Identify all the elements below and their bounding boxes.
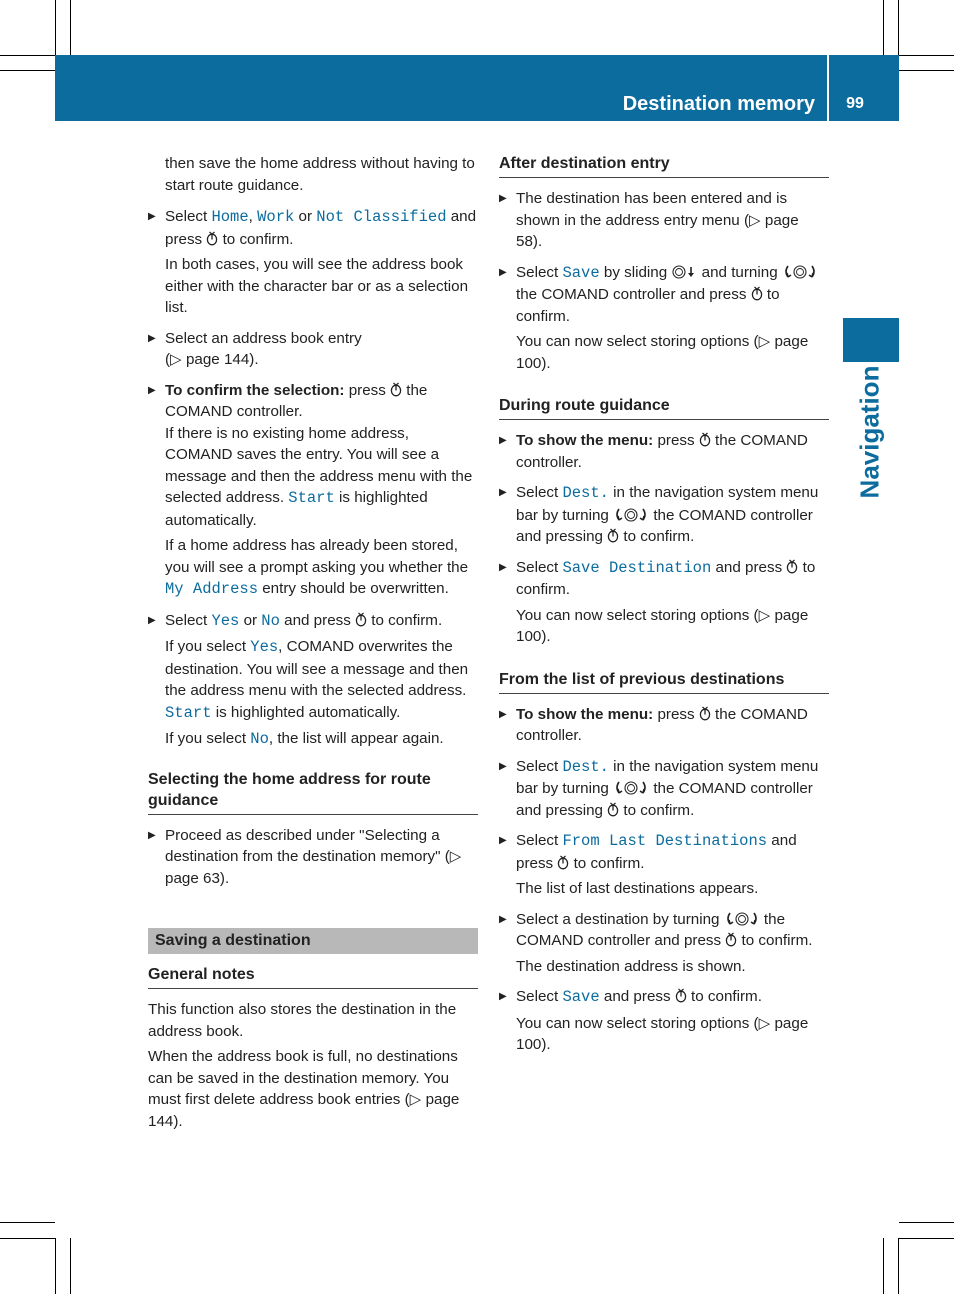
step-text: Proceed as described under "Selecting a destination from the destination memory" (▷ page 63). — [165, 826, 462, 887]
turn-controller-icon — [613, 780, 649, 795]
step-text: Select Yes or No and press to confirm. — [165, 611, 443, 630]
section-banner: Saving a destination — [148, 928, 478, 954]
step-text: If a home address has already been stored, you will see a prompt asking you whether the My Address entry should be overwritten. — [165, 537, 469, 598]
triangle-right-icon: ▶ — [499, 991, 507, 1002]
instruction-step — [499, 557, 829, 648]
step-text: Select Save and press to confirm. — [516, 988, 762, 1006]
step-text: You can now select storing options (▷ page 100). — [516, 1014, 809, 1053]
section-heading: During route guidance — [499, 395, 829, 420]
crop-mark — [883, 0, 884, 55]
menu-item-dest: Dest. — [562, 484, 609, 502]
triangle-right-icon: ▶ — [148, 614, 156, 626]
instruction-step — [499, 430, 829, 473]
step-text: To confirm the selection: press the COMAND controller. If there is no existing home address, COMAND saves the entry. You will see a message and then the address menu with the selected address. Start is highlighted automatically. — [165, 381, 473, 529]
instruction-step — [499, 482, 829, 548]
step-text: You can now select storing options (▷ page 100). — [516, 333, 809, 372]
left-column — [148, 153, 478, 1136]
triangle-right-icon: ▶ — [499, 708, 507, 720]
step-text: Select an address book entry (▷ page 144). — [165, 329, 362, 368]
crop-mark — [899, 55, 954, 56]
press-controller-icon — [699, 706, 711, 721]
crop-mark — [899, 1222, 954, 1223]
instruction-step — [499, 756, 829, 822]
menu-item-from-last-destinations: From Last Destinations — [562, 832, 768, 850]
step-text: You can now select storing options (▷ page 100). — [516, 606, 809, 645]
instruction-step — [148, 610, 478, 751]
triangle-right-icon: ▶ — [499, 835, 507, 846]
press-controller-icon — [607, 802, 619, 817]
step-text: Select Dest. in the navigation system menu bar by turning the COMAND controller and pressing to confirm. — [516, 757, 819, 819]
triangle-right-icon: ▶ — [148, 211, 156, 222]
section-heading: Selecting the home address for route guidance — [148, 769, 478, 815]
menu-item-start: Start — [288, 489, 335, 507]
section-heading: From the list of previous destinations — [499, 669, 829, 694]
step-text: Select a destination by turning the COMAND controller and press to confirm. — [516, 910, 813, 949]
crop-mark — [0, 70, 55, 71]
section-heading: After destination entry — [499, 153, 829, 178]
crop-mark — [898, 0, 899, 55]
instruction-step — [499, 704, 829, 747]
turn-controller-icon — [782, 264, 818, 279]
slide-controller-icon — [671, 264, 697, 279]
menu-item-dest: Dest. — [562, 757, 609, 776]
paragraph: then save the home address without having to start route guidance. — [165, 155, 475, 194]
step-text: Select From Last Destinations and press to confirm. — [516, 832, 797, 872]
crop-mark — [0, 1222, 55, 1223]
menu-item-not-classified: Not Classified — [316, 208, 447, 226]
menu-item-work: Work — [257, 208, 295, 226]
crop-mark — [883, 1238, 884, 1294]
step-text: Select Dest. in the navigation system menu bar by turning the COMAND controller and pressing to confirm. — [516, 484, 819, 545]
turn-controller-icon — [724, 911, 760, 926]
chapter-label: Navigation — [854, 365, 885, 499]
instruction-step — [499, 262, 829, 375]
step-text: If you select No, the list will appear again. — [165, 730, 444, 748]
press-controller-icon — [699, 432, 711, 447]
instruction-step — [499, 188, 829, 253]
step-text: Select Save Destination and press to confirm. — [516, 558, 816, 598]
press-controller-icon — [557, 855, 569, 870]
triangle-right-icon: ▶ — [148, 384, 156, 396]
step-text: The list of last destinations appears. — [516, 880, 759, 897]
triangle-right-icon: ▶ — [499, 266, 507, 278]
right-column — [499, 153, 829, 1065]
paragraph: When the address book is full, no destinations can be saved in the destination memory. You must first delete address book entries (▷ page 144). — [148, 1048, 460, 1130]
crop-mark — [0, 55, 55, 56]
crop-mark — [55, 0, 56, 55]
press-controller-icon — [675, 988, 687, 1003]
triangle-right-icon: ▶ — [499, 760, 507, 772]
instruction-step — [148, 328, 478, 371]
step-text: Select Save by sliding and turning the COMAND controller and press to confirm. — [516, 262, 829, 328]
step-text: Select Home, Work or Not Classified and press to confirm. — [165, 208, 477, 248]
section-heading: General notes — [148, 964, 478, 989]
paragraph: This function also stores the destination in the address book. — [148, 1001, 457, 1040]
step-text: To show the menu: press the COMAND controller. — [516, 705, 808, 744]
instruction-step — [148, 206, 478, 319]
instruction-step — [499, 909, 829, 978]
step-text: If you select Yes, COMAND overwrites the destination. You will see a message and then the address menu with the selected address. Start is highlighted automatically. — [165, 638, 469, 722]
page-title: Destination memory — [622, 93, 815, 115]
triangle-right-icon: ▶ — [499, 561, 507, 573]
crop-mark — [70, 0, 71, 55]
press-controller-icon — [355, 612, 367, 627]
instruction-step — [148, 825, 478, 890]
menu-item-no: No — [261, 611, 280, 630]
page-number: 99 — [846, 95, 864, 112]
press-controller-icon — [725, 932, 737, 947]
turn-controller-icon — [613, 507, 649, 522]
menu-item-save: Save — [562, 263, 600, 282]
instruction-step — [148, 380, 478, 601]
step-text: In both cases, you will see the address book either with the character bar or as a selection list. — [165, 256, 469, 316]
menu-item-home: Home — [211, 208, 249, 226]
step-text: The destination has been entered and is shown in the address entry menu (▷ page 58). — [516, 190, 799, 250]
press-controller-icon — [607, 528, 619, 543]
triangle-right-icon: ▶ — [148, 332, 156, 344]
crop-mark — [899, 1238, 954, 1239]
instruction-step — [499, 986, 829, 1056]
menu-item-start: Start — [165, 703, 212, 722]
triangle-right-icon: ▶ — [499, 435, 507, 446]
menu-item-save-destination: Save Destination — [562, 558, 712, 577]
press-controller-icon — [206, 231, 218, 246]
crop-mark — [55, 1238, 56, 1294]
crop-mark — [898, 1238, 899, 1294]
triangle-right-icon: ▶ — [499, 487, 507, 498]
crop-mark — [70, 1238, 71, 1294]
crop-mark — [0, 1238, 55, 1239]
triangle-right-icon: ▶ — [499, 913, 507, 925]
triangle-right-icon: ▶ — [499, 193, 507, 204]
menu-item-save: Save — [562, 988, 600, 1006]
step-text: To show the menu: press the COMAND controller. — [516, 432, 808, 471]
step-text: The destination address is shown. — [516, 957, 746, 975]
menu-item-my-address: My Address — [165, 580, 259, 598]
press-controller-icon — [390, 382, 402, 397]
press-controller-icon — [786, 559, 798, 574]
chapter-tab — [843, 318, 899, 362]
press-controller-icon — [751, 286, 763, 301]
menu-item-yes: Yes — [250, 638, 279, 656]
instruction-step — [499, 830, 829, 900]
triangle-right-icon: ▶ — [148, 829, 156, 841]
crop-mark — [899, 70, 954, 71]
menu-item-no: No — [250, 730, 269, 748]
menu-item-yes: Yes — [211, 611, 240, 630]
